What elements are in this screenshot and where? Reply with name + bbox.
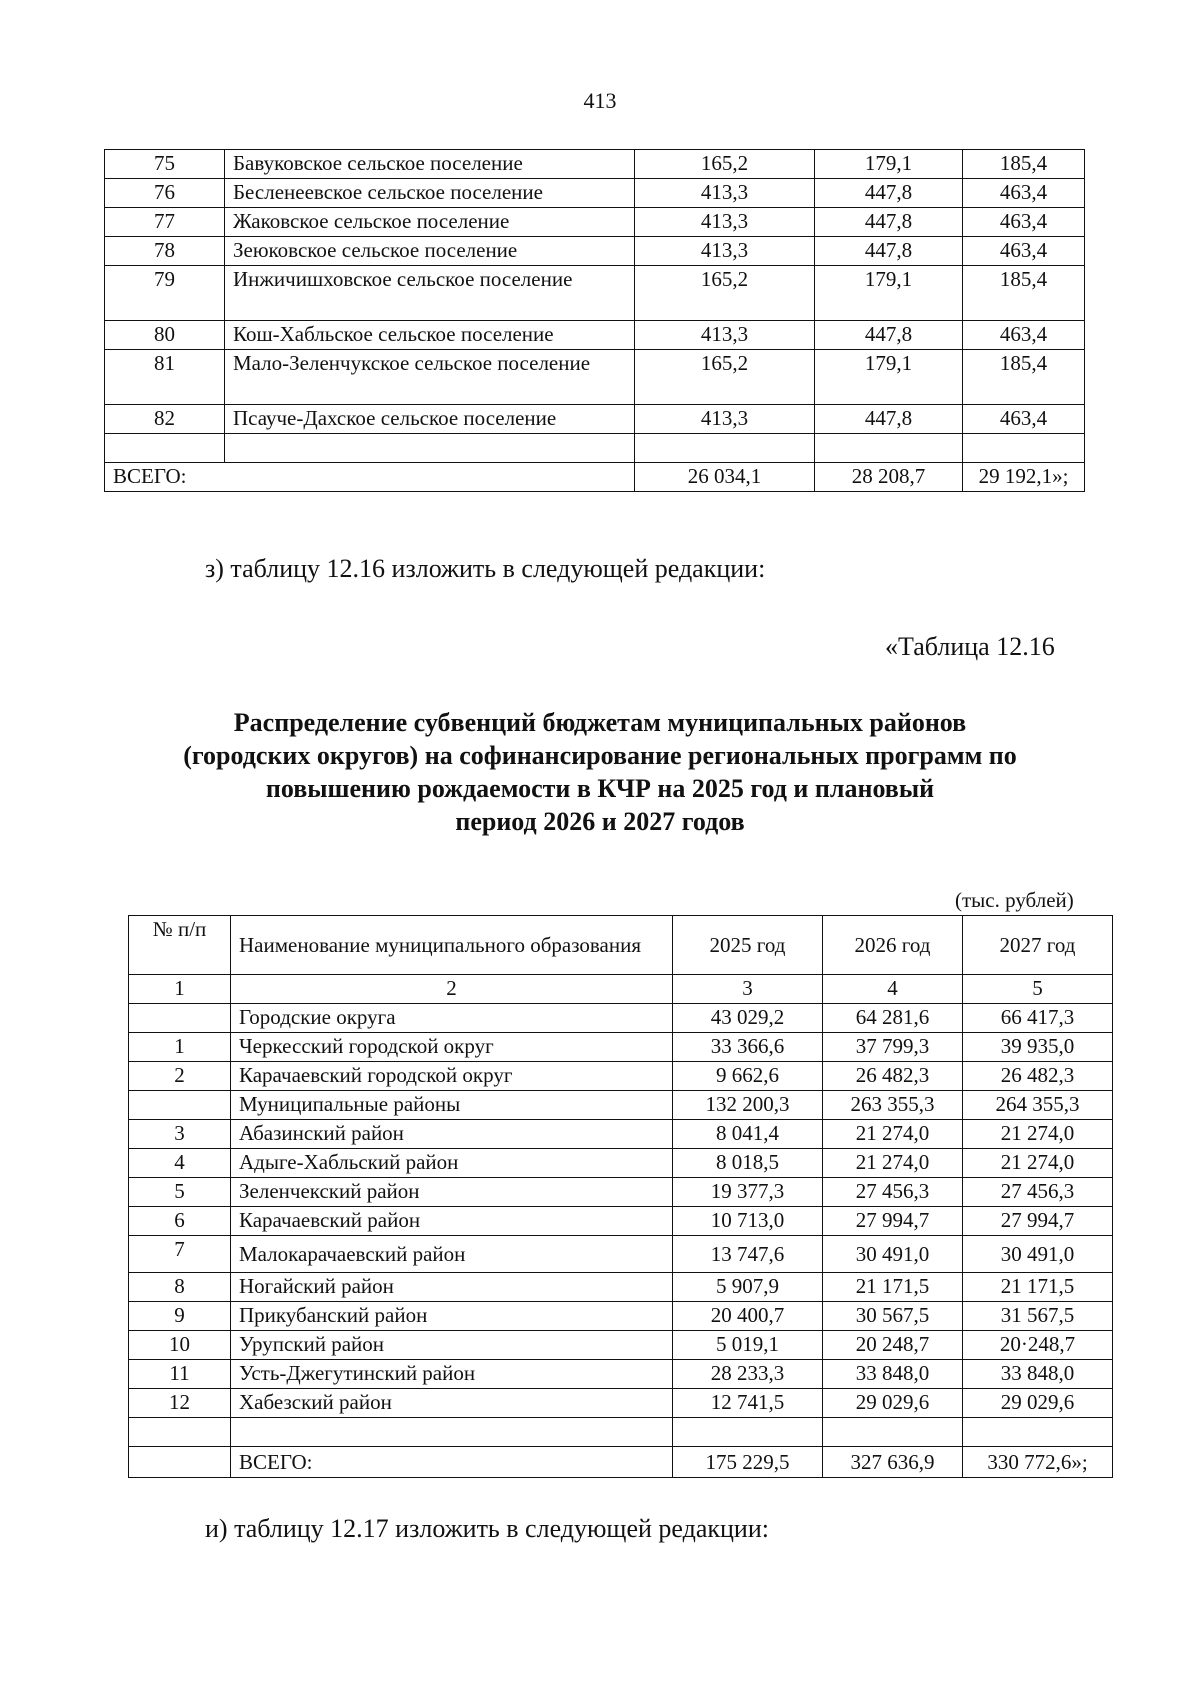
header-2026: 2026 год [823, 916, 963, 975]
value-2027: 33 848,0 [963, 1360, 1113, 1389]
total-row [129, 1447, 1113, 1478]
row-name: Бавуковское сельское поселение [225, 150, 635, 179]
value-2025: 165,2 [635, 266, 815, 321]
value-2025: 132 200,3 [673, 1091, 823, 1120]
table-row [105, 350, 1085, 405]
value-2027: 463,4 [963, 179, 1085, 208]
row-name: Городские округа [231, 1004, 673, 1033]
empty-row [129, 1418, 1113, 1447]
row-name: Бесленеевское сельское поселение [225, 179, 635, 208]
value-2027: 21 274,0 [963, 1120, 1113, 1149]
row-name: Усть-Джегутинский район [231, 1360, 673, 1389]
row-name: Урупский район [231, 1331, 673, 1360]
value-2026: 37 799,3 [823, 1033, 963, 1062]
value-2025: 12 741,5 [673, 1389, 823, 1418]
row-number: 3 [129, 1120, 231, 1149]
total-2026: 28 208,7 [815, 463, 963, 492]
row-number: 2 [129, 1062, 231, 1091]
value-2025: 8 041,4 [673, 1120, 823, 1149]
value-2027: 66 417,3 [963, 1004, 1113, 1033]
row-name: Зеюковское сельское поселение [225, 237, 635, 266]
value-2025: 413,3 [635, 237, 815, 266]
value-2025: 5 019,1 [673, 1331, 823, 1360]
row-number: 10 [129, 1331, 231, 1360]
row-number: 8 [129, 1273, 231, 1302]
row-name: Хабезский район [231, 1389, 673, 1418]
value-2025: 413,3 [635, 321, 815, 350]
value-2025: 413,3 [635, 208, 815, 237]
total-2025: 26 034,1 [635, 463, 815, 492]
header-num: № п/п [129, 916, 231, 975]
col-number: 3 [673, 975, 823, 1004]
value-2026: 447,8 [815, 179, 963, 208]
value-2025: 28 233,3 [673, 1360, 823, 1389]
total-2027: 29 192,1»; [963, 463, 1085, 492]
row-name: Малокарачаевский район [231, 1236, 673, 1273]
value-2026: 27 456,3 [823, 1178, 963, 1207]
value-2026: 64 281,6 [823, 1004, 963, 1033]
row-name: Адыге-Хабльский район [231, 1149, 673, 1178]
row-number: 11 [129, 1360, 231, 1389]
row-number: 6 [129, 1207, 231, 1236]
row-number [129, 1091, 231, 1120]
table-row [129, 1149, 1113, 1178]
row-number [129, 1004, 231, 1033]
table-row [129, 1302, 1113, 1331]
table-row [105, 150, 1085, 179]
table-row [129, 1178, 1113, 1207]
row-name: Абазинский район [231, 1120, 673, 1149]
header-2027: 2027 год [963, 916, 1113, 975]
row-name: Псауче-Дахское сельское поселение [225, 405, 635, 434]
table-row [105, 179, 1085, 208]
header-name: Наименование муниципального образования [231, 916, 673, 975]
row-name: Зеленчекский район [231, 1178, 673, 1207]
value-2026: 20 248,7 [823, 1331, 963, 1360]
value-2026: 179,1 [815, 150, 963, 179]
value-2027: 463,4 [963, 321, 1085, 350]
value-2026: 447,8 [815, 237, 963, 266]
value-2027: 31 567,5 [963, 1302, 1113, 1331]
col-number: 5 [963, 975, 1113, 1004]
value-2026: 29 029,6 [823, 1389, 963, 1418]
value-2027: 39 935,0 [963, 1033, 1113, 1062]
value-2026: 21 274,0 [823, 1149, 963, 1178]
table-row [105, 266, 1085, 321]
value-2025: 19 377,3 [673, 1178, 823, 1207]
header-2025: 2025 год [673, 916, 823, 975]
total-2026: 327 636,9 [823, 1447, 963, 1478]
value-2027: 185,4 [963, 266, 1085, 321]
row-number: 7 [129, 1236, 231, 1273]
table-row [129, 1120, 1113, 1149]
value-2025: 9 662,6 [673, 1062, 823, 1091]
value-2026: 26 482,3 [823, 1062, 963, 1091]
row-name: Инжичишховское сельское поселение [225, 266, 635, 321]
total-2025: 175 229,5 [673, 1447, 823, 1478]
value-2026: 179,1 [815, 350, 963, 405]
table-label: «Таблица 12.16 [885, 632, 1055, 661]
value-2025: 13 747,6 [673, 1236, 823, 1273]
empty-row [105, 434, 1085, 463]
row-name: Карачаевский городской округ [231, 1062, 673, 1091]
row-number: 77 [105, 208, 225, 237]
row-number: 79 [105, 266, 225, 321]
value-2026: 21 274,0 [823, 1120, 963, 1149]
total-2027: 330 772,6»; [963, 1447, 1113, 1478]
value-2025: 413,3 [635, 405, 815, 434]
value-2027: 29 029,6 [963, 1389, 1113, 1418]
table-row [129, 1389, 1113, 1418]
value-2025: 43 029,2 [673, 1004, 823, 1033]
value-2025: 33 366,6 [673, 1033, 823, 1062]
value-2026: 33 848,0 [823, 1360, 963, 1389]
row-name: Прикубанский район [231, 1302, 673, 1331]
row-number: 4 [129, 1149, 231, 1178]
row-name: Кош-Хабльское сельское поселение [225, 321, 635, 350]
row-number: 9 [129, 1302, 231, 1331]
row-number: 81 [105, 350, 225, 405]
table-row [105, 237, 1085, 266]
title-line: Распределение субвенций бюджетам муниципальных районов [233, 708, 967, 737]
total-row [105, 463, 1085, 492]
table-row [129, 1004, 1113, 1033]
column-number-row [129, 975, 1113, 1004]
row-number: 76 [105, 179, 225, 208]
instruction-i: и) таблицу 12.17 изложить в следующей редакции: [205, 1514, 769, 1543]
table-row [129, 1062, 1113, 1091]
title-line: период 2026 и 2027 годов [455, 807, 745, 836]
col-number: 2 [231, 975, 673, 1004]
page-number: 413 [583, 88, 617, 113]
value-2027: 27 456,3 [963, 1178, 1113, 1207]
units-note: (тыс. рублей) [955, 888, 1074, 912]
value-2026: 30 491,0 [823, 1236, 963, 1273]
title-line: повышению рождаемости в КЧР на 2025 год и плановый [265, 774, 935, 803]
value-2025: 8 018,5 [673, 1149, 823, 1178]
table-row [129, 1236, 1113, 1273]
value-2027: 26 482,3 [963, 1062, 1113, 1091]
row-number: 75 [105, 150, 225, 179]
value-2025: 165,2 [635, 150, 815, 179]
col-number: 4 [823, 975, 963, 1004]
instruction-z: з) таблицу 12.16 изложить в следующей редакции: [205, 554, 766, 583]
table-row [129, 1273, 1113, 1302]
value-2026: 179,1 [815, 266, 963, 321]
value-2025: 5 907,9 [673, 1273, 823, 1302]
table-row [129, 1331, 1113, 1360]
value-2027: 463,4 [963, 237, 1085, 266]
row-name: Ногайский район [231, 1273, 673, 1302]
row-number: 1 [129, 1033, 231, 1062]
value-2026: 21 171,5 [823, 1273, 963, 1302]
table-row [129, 1033, 1113, 1062]
total-label: ВСЕГО: [231, 1447, 673, 1478]
row-name: Жаковское сельское поселение [225, 208, 635, 237]
value-2027: 20·248,7 [963, 1331, 1113, 1360]
value-2025: 10 713,0 [673, 1207, 823, 1236]
table-row [129, 1360, 1113, 1389]
table-row [105, 208, 1085, 237]
row-name: Мало-Зеленчукское сельское поселение [225, 350, 635, 405]
value-2026: 27 994,7 [823, 1207, 963, 1236]
row-number: 5 [129, 1178, 231, 1207]
row-number: 82 [105, 405, 225, 434]
value-2026: 447,8 [815, 321, 963, 350]
value-2027: 264 355,3 [963, 1091, 1113, 1120]
table-row [105, 321, 1085, 350]
value-2025: 165,2 [635, 350, 815, 405]
value-2027: 21 171,5 [963, 1273, 1113, 1302]
col-number: 1 [129, 975, 231, 1004]
row-number: 80 [105, 321, 225, 350]
table-row [105, 405, 1085, 434]
value-2026: 447,8 [815, 405, 963, 434]
value-2027: 463,4 [963, 405, 1085, 434]
row-number: 78 [105, 237, 225, 266]
value-2025: 413,3 [635, 179, 815, 208]
value-2027: 27 994,7 [963, 1207, 1113, 1236]
table-title [130, 706, 1070, 838]
value-2027: 30 491,0 [963, 1236, 1113, 1273]
total-label: ВСЕГО: [105, 463, 635, 492]
value-2025: 20 400,7 [673, 1302, 823, 1331]
row-name: Карачаевский район [231, 1207, 673, 1236]
value-2027: 185,4 [963, 350, 1085, 405]
header-row [129, 916, 1113, 975]
value-2026: 30 567,5 [823, 1302, 963, 1331]
title-line: (городских округов) на софинансирование региональных программ по [183, 741, 1017, 770]
value-2027: 463,4 [963, 208, 1085, 237]
row-name: Муниципальные районы [231, 1091, 673, 1120]
value-2027: 185,4 [963, 150, 1085, 179]
table-row [129, 1207, 1113, 1236]
table-row [129, 1091, 1113, 1120]
value-2026: 263 355,3 [823, 1091, 963, 1120]
value-2026: 447,8 [815, 208, 963, 237]
value-2027: 21 274,0 [963, 1149, 1113, 1178]
subvention-table [128, 915, 1113, 1478]
row-name: Черкесский городской округ [231, 1033, 673, 1062]
settlements-table-continued [104, 149, 1085, 492]
row-number: 12 [129, 1389, 231, 1418]
